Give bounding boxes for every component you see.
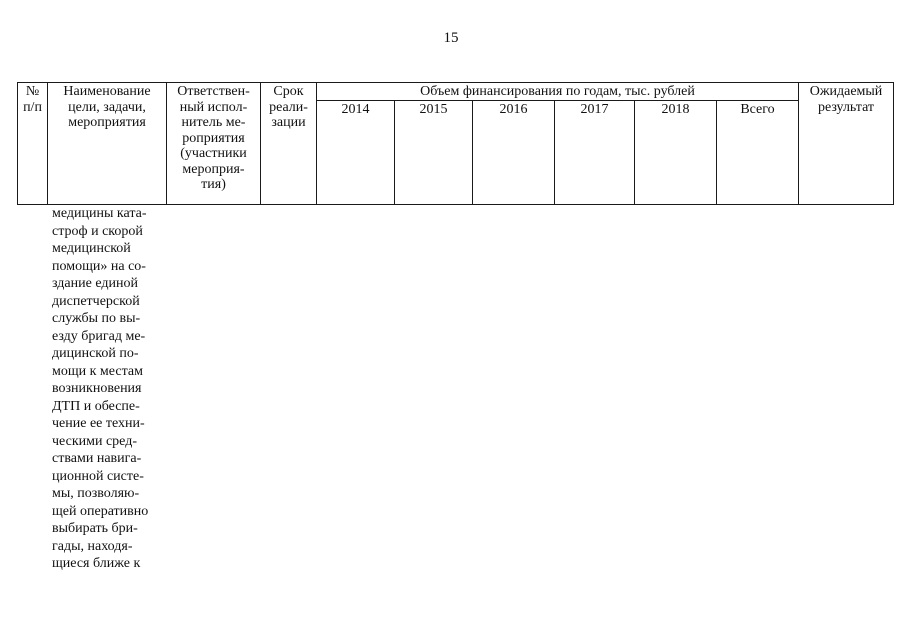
header-year-2016: 2016: [472, 100, 554, 205]
header-year-2018: 2018: [634, 100, 716, 205]
measure-description: медицины ката- строф и скорой медицинской помощи» на со- здание единой диспетчерской службы по вы- езду бригад ме- дицинской по- мощи к местам возникновения ДТП и обеспе- чение ее техни- ческими сред- ствами навига- ционной систе- мы, позволяю- щей оперативно выбирать бри- гады, находя- щиеся ближе к: [52, 206, 149, 571]
header-funding: Объем финансирования по годам, тыс. рублей: [316, 82, 798, 100]
header-name: Наименование цели, задачи, мероприятия: [47, 82, 166, 205]
header-total: Всего: [716, 100, 798, 205]
header-expected: Ожидаемый результат: [798, 82, 894, 205]
header-term: Срок реали- зации: [260, 82, 316, 205]
header-number: № п/п: [17, 82, 47, 205]
header-year-2014: 2014: [316, 100, 394, 205]
page-number: 15: [443, 30, 459, 46]
header-responsible: Ответствен- ный испол- нитель ме- роприятия (участники мероприя- тия): [166, 82, 260, 205]
header-year-2017: 2017: [554, 100, 634, 205]
header-year-2015: 2015: [394, 100, 472, 205]
